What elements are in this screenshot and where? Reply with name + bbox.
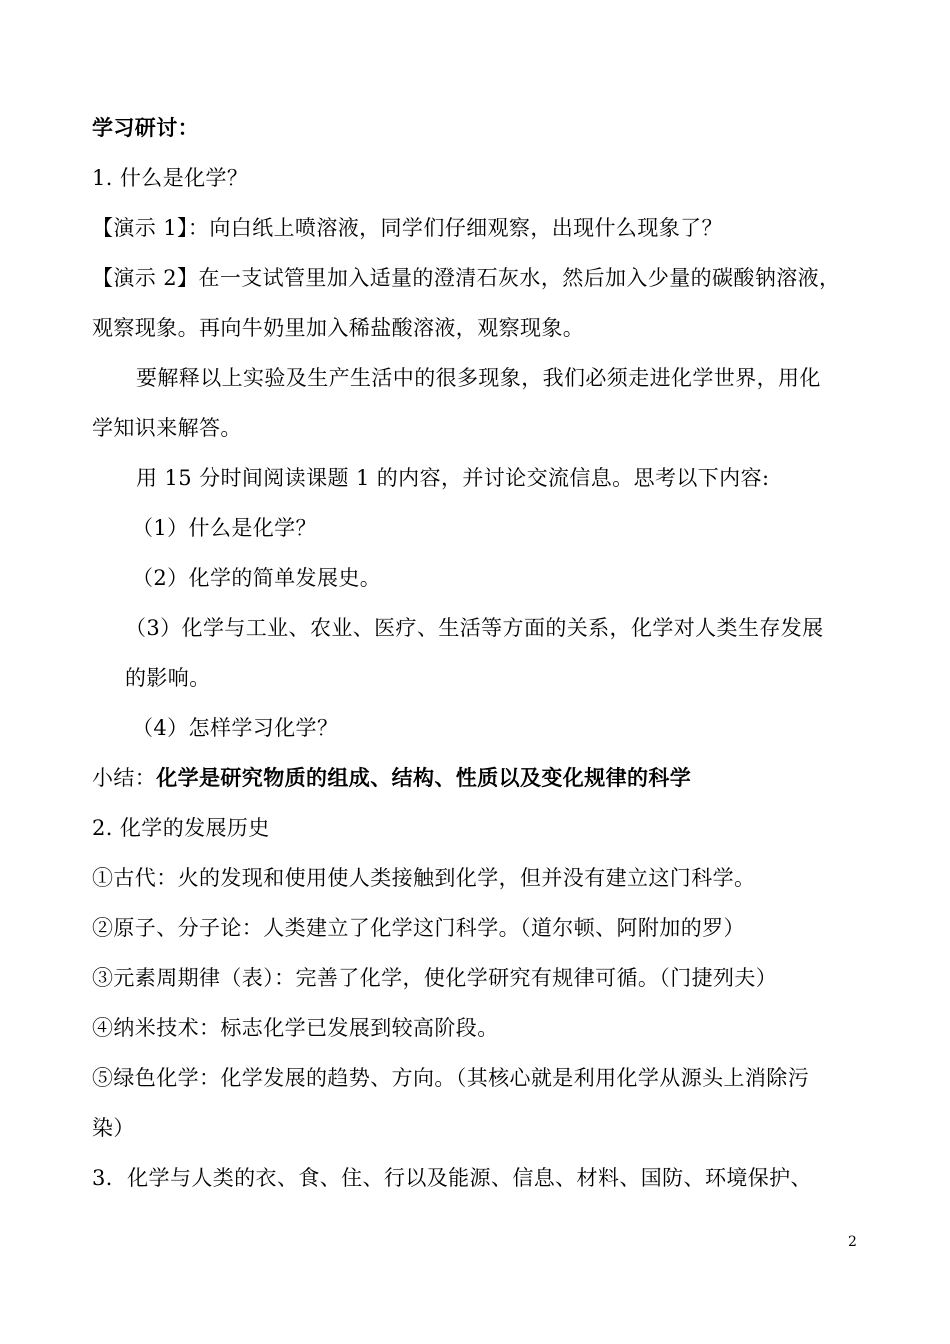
paragraph-2: 用 15 分时间阅读课题 1 的内容，并讨论交流信息。思考以下内容: <box>136 466 770 490</box>
list-item-1: （1）什么是化学？ <box>132 516 317 540</box>
history-item-4: ④纳米技术：标志化学已发展到较高阶段。 <box>92 1016 499 1040</box>
question-2: 2. 化学的发展历史 <box>92 816 270 840</box>
paragraph-1-line-1: 要解释以上实验及生产生活中的很多现象，我们必须走进化学世界，用化 <box>136 366 821 390</box>
demo-2-line-1: 【演示 2】在一支试管里加入适量的澄清石灰水，然后加入少量的碳酸钠溶液， <box>92 266 841 290</box>
question-1: 1. 什么是化学？ <box>92 166 249 190</box>
history-item-5-line-2: 染） <box>92 1116 135 1140</box>
section-heading: 学习研讨： <box>92 115 199 140</box>
summary <box>92 764 691 792</box>
paragraph-1-line-2: 学知识来解答。 <box>92 416 242 440</box>
history-item-2: ②原子、分子论：人类建立了化学这门科学。（道尔顿、阿附加的罗） <box>92 916 745 940</box>
history-item-1: ①古代：火的发现和使用使人类接触到化学，但并没有建立这门科学。 <box>92 866 756 890</box>
list-item-4: （4）怎样学习化学？ <box>132 716 339 740</box>
history-item-5-line-1: ⑤绿色化学：化学发展的趋势、方向。（其核心就是利用化学从源头上消除污 <box>92 1066 810 1090</box>
list-item-3-line-1: （3）化学与工业、农业、医疗、生活等方面的关系，化学对人类生存发展 <box>125 616 824 640</box>
page-number: 2 <box>848 1234 857 1250</box>
summary-text: 化学是研究物质的组成、结构、性质以及变化规律的科学 <box>156 765 692 790</box>
list-item-2: （2）化学的简单发展史。 <box>132 566 382 590</box>
demo-1: 【演示 1】：向白纸上喷溶液，同学们仔细观察，出现什么现象了？ <box>92 216 723 240</box>
question-3: 3．化学与人类的衣、食、住、行以及能源、信息、材料、国防、环境保护、 <box>92 1166 812 1190</box>
list-item-3-line-2: 的影响。 <box>125 666 211 690</box>
summary-label: 小结： <box>92 766 157 790</box>
history-item-3: ③元素周期律（表）：完善了化学，使化学研究有规律可循。（门捷列夫） <box>92 966 778 990</box>
demo-2-line-2: 观察现象。再向牛奶里加入稀盐酸溶液，观察现象。 <box>92 316 585 340</box>
